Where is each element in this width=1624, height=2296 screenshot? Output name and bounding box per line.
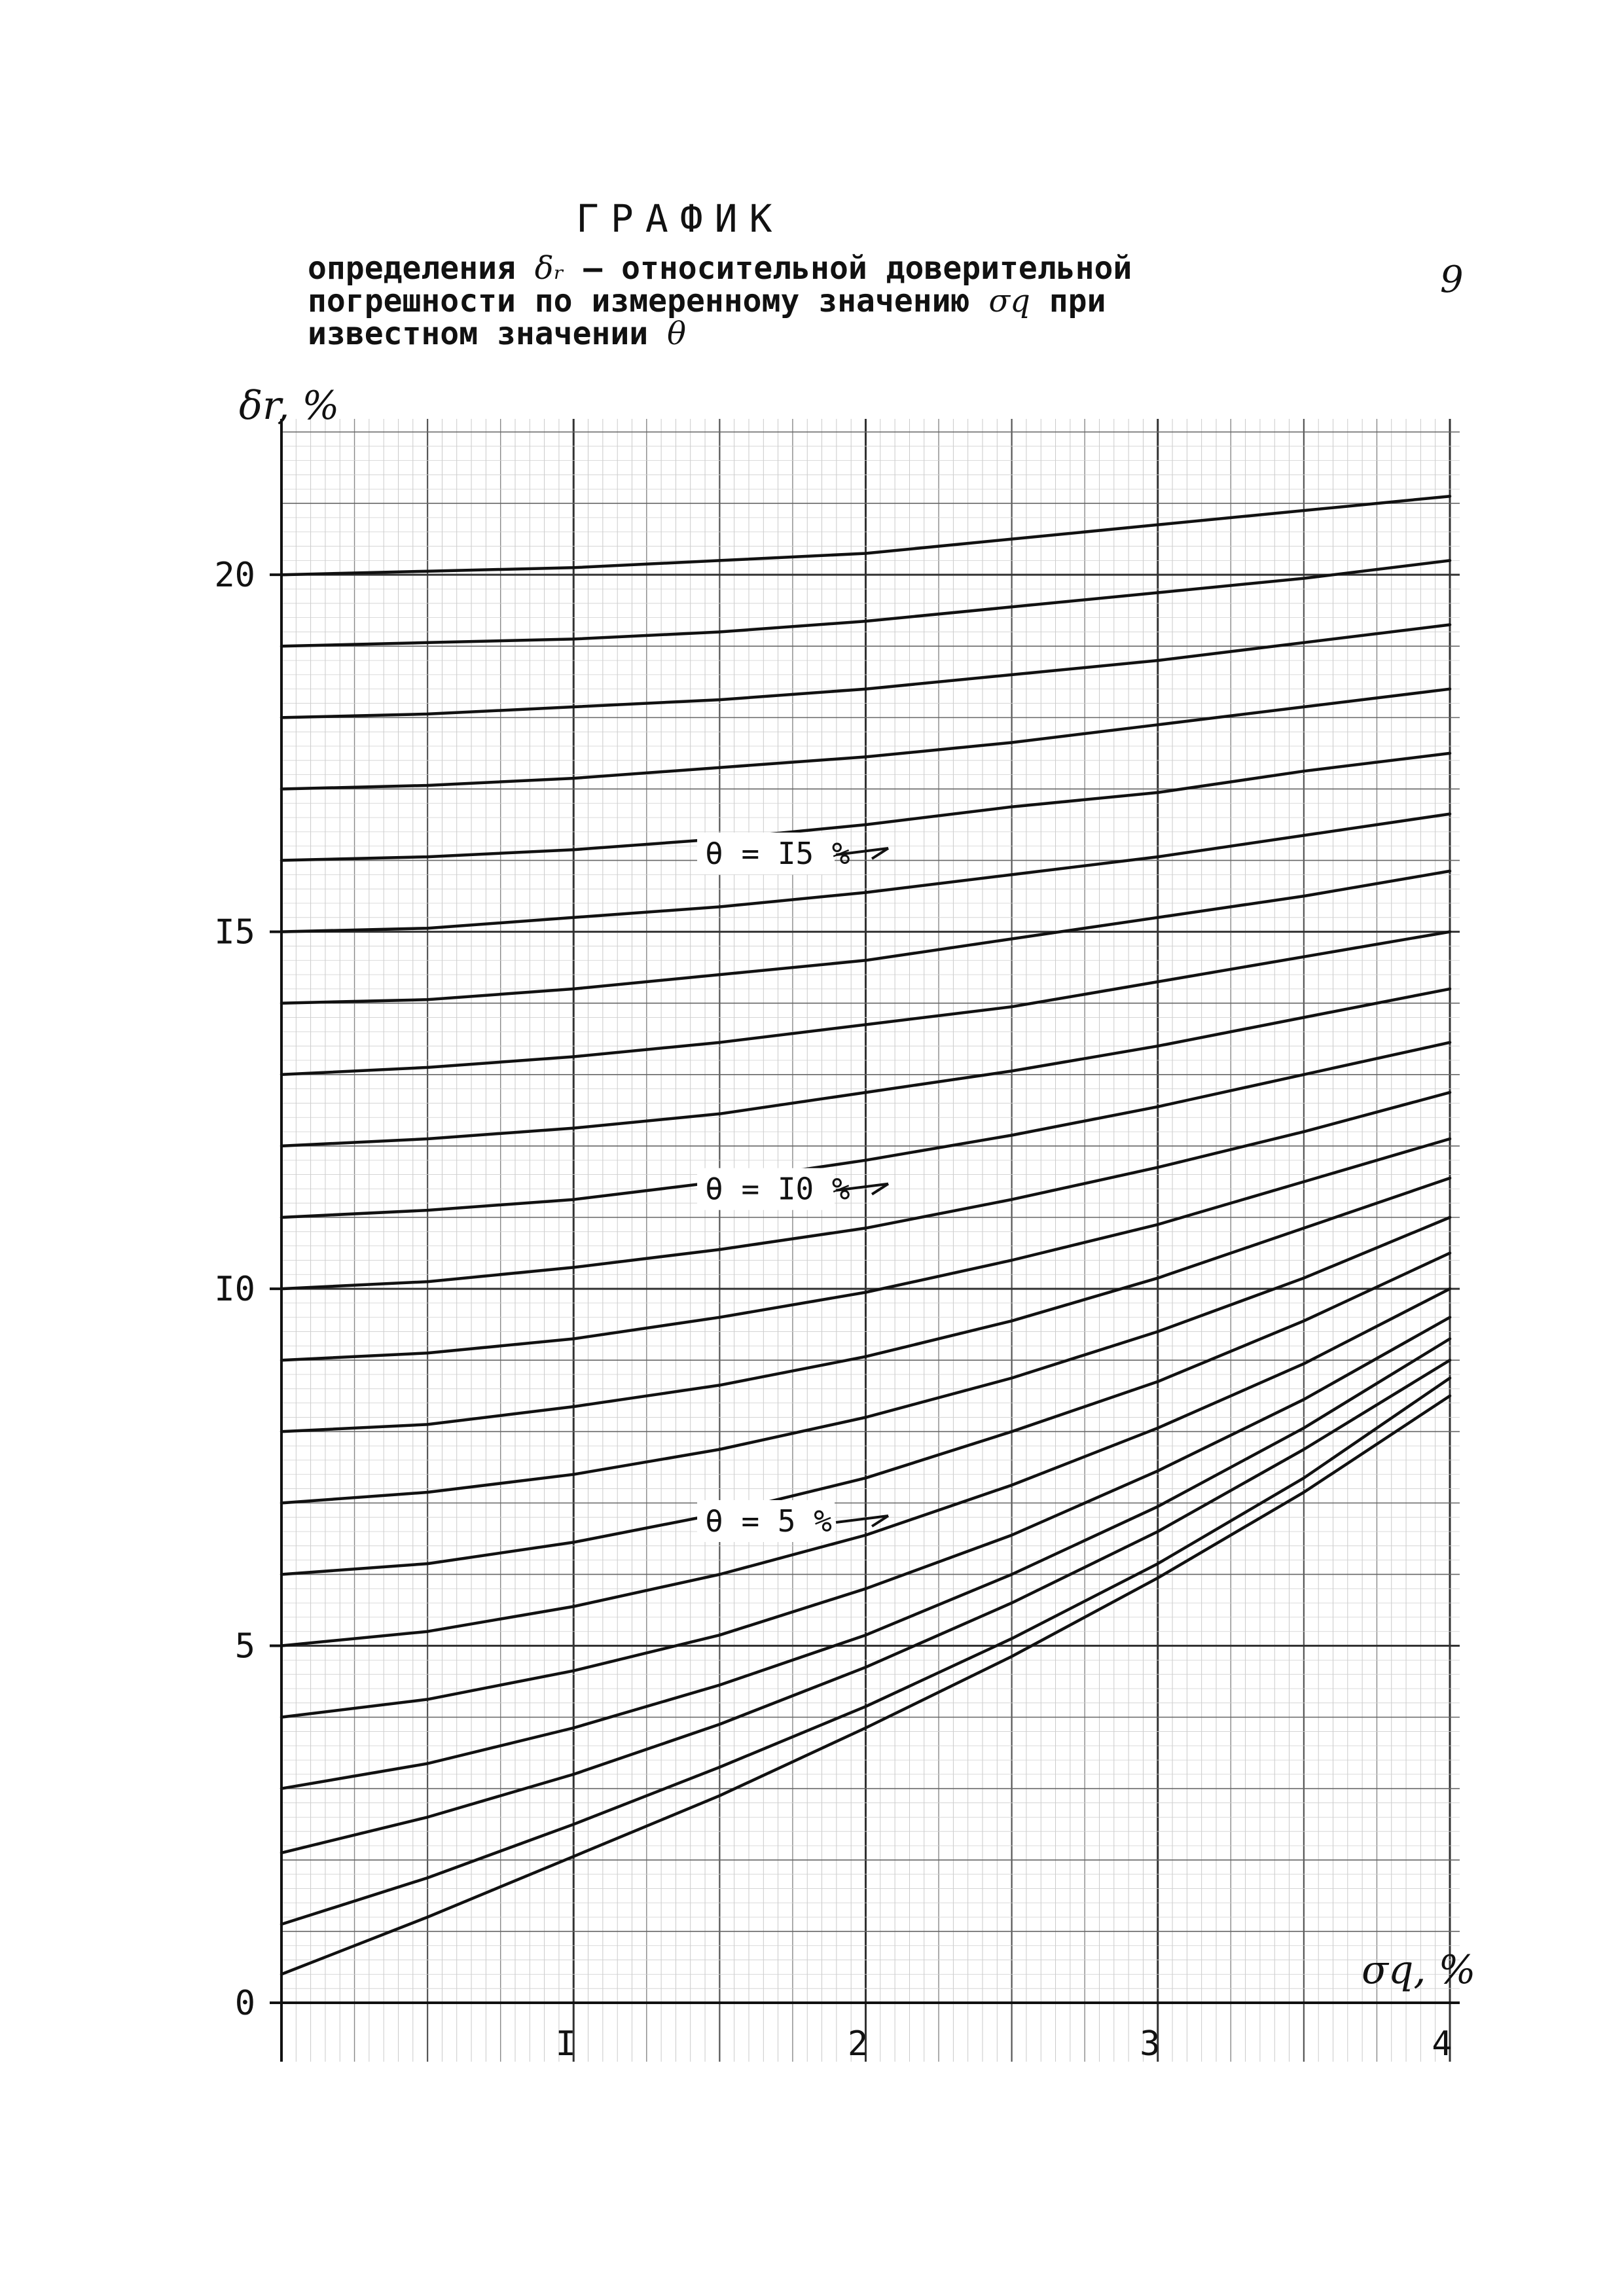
y-tick-label: 20 xyxy=(214,556,255,596)
description-line-2-start: погрешности по измеренному значению xyxy=(308,283,970,319)
page-number: 9 xyxy=(1440,259,1464,301)
theta-annotation: θ = 5 % xyxy=(705,1503,832,1539)
sigma-q-symbol: σq xyxy=(988,283,1030,319)
x-tick-label: I xyxy=(555,2024,576,2064)
theta-annotation: θ = I5 % xyxy=(705,836,850,871)
document-title: ГРАФИК xyxy=(576,196,784,241)
description-line-1-end: – относительной доверительной xyxy=(583,250,1132,287)
x-tick-label: 3 xyxy=(1140,2024,1161,2064)
y-tick-label: I5 xyxy=(214,912,255,952)
description-line-2-end: при xyxy=(1049,283,1106,319)
x-axis-label: σq, % xyxy=(1362,1947,1476,1993)
description-line-1-start: определения xyxy=(308,250,516,287)
y-axis-label: δr, % xyxy=(239,383,340,429)
delta-r-symbol: δᵣ xyxy=(534,250,565,287)
chart-grid xyxy=(281,419,1460,2062)
theta-annotation: θ = I0 % xyxy=(705,1171,850,1207)
x-tick-label: 4 xyxy=(1432,2024,1453,2064)
theta-symbol: θ xyxy=(667,315,686,352)
y-tick-label: 0 xyxy=(234,1984,255,2023)
y-tick-label: I0 xyxy=(214,1270,255,1310)
description-line-3-start: известном значении xyxy=(308,315,649,352)
x-tick-label: 2 xyxy=(847,2024,869,2064)
y-tick-label: 5 xyxy=(234,1626,255,1666)
